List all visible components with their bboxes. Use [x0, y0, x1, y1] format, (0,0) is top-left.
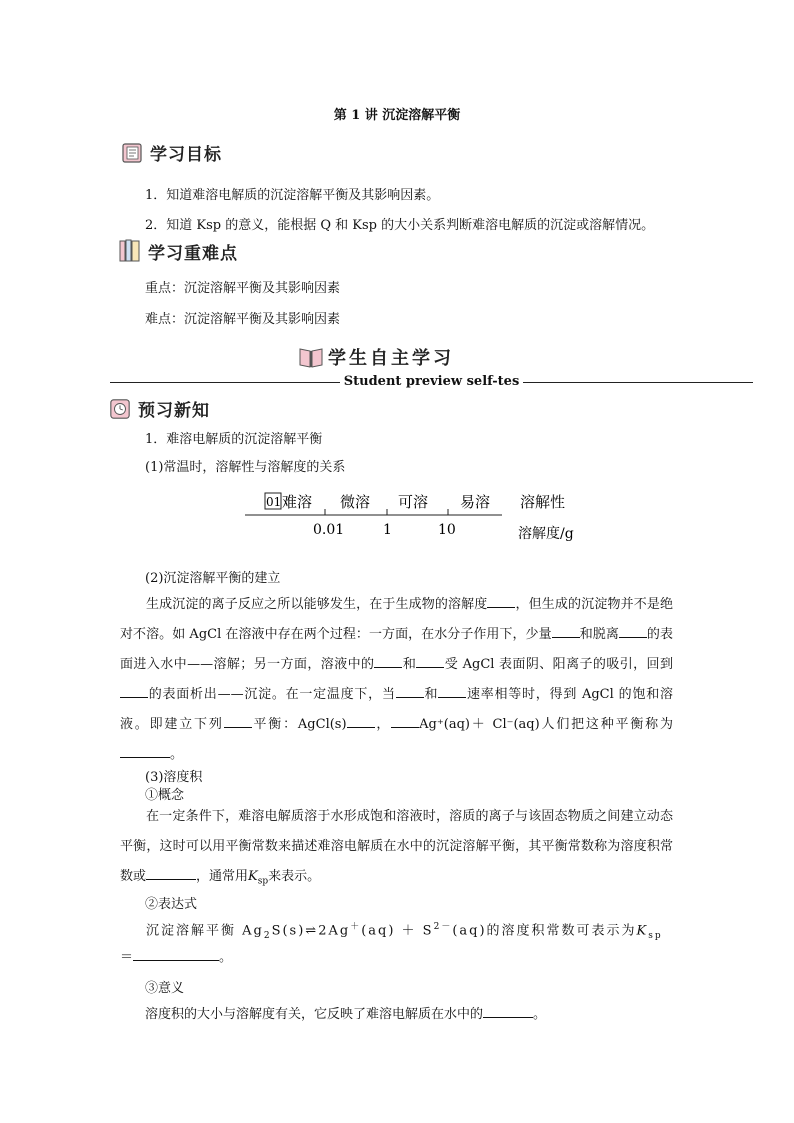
blank: [483, 1005, 533, 1018]
scale-label-solubility: 溶解性: [520, 493, 566, 511]
section-keypoints-title: 学习重难点: [148, 243, 238, 264]
text: 的表面析出——沉淀。在一定温度下，当: [148, 687, 396, 702]
text: 生成沉淀的离子反应之所以能够发生，在于生成物的溶解度: [146, 597, 488, 612]
scale-axis-label: 溶解度/g: [518, 526, 574, 542]
paragraph-equilibrium: [120, 590, 673, 770]
text: 和: [402, 657, 417, 672]
ksp-subscript: sp: [648, 930, 663, 941]
text: (aq) ＋ S: [361, 923, 434, 939]
objective-item: 1．知道难溶电解质的沉淀溶解平衡及其影响因素。: [145, 188, 440, 203]
heading-1-3: (3)溶度积: [145, 770, 203, 785]
blank: [487, 595, 515, 608]
paragraph-concept: [120, 802, 673, 897]
text: 。: [219, 950, 233, 965]
solubility-scale: [240, 490, 600, 546]
open-book-icon: [298, 345, 324, 369]
text: 。: [533, 1007, 547, 1022]
text: Ag⁺(aq)＋ Cl⁻(aq)人们把这种平衡称为: [419, 717, 673, 732]
expression-answer-line: [120, 946, 232, 965]
self-study-banner: [298, 344, 454, 370]
text: ，: [374, 717, 392, 732]
blank: [619, 625, 647, 638]
text: 和脱离: [579, 627, 619, 642]
notebook-icon: [120, 142, 144, 164]
blank: [224, 715, 252, 728]
heading-1-1: (1)常温时，溶解性与溶解度的关系: [145, 460, 346, 475]
scale-tick-label: 1: [383, 522, 392, 538]
blank: [438, 685, 466, 698]
superscript: 2－: [433, 922, 453, 932]
self-study-title: 学生自主学习: [328, 348, 454, 369]
key-point-item: 重点：沉淀溶解平衡及其影响因素: [145, 281, 341, 296]
blank: [146, 867, 196, 880]
section-keypoints-header: [118, 238, 238, 264]
blank: [391, 715, 419, 728]
text: 来表示。: [268, 869, 321, 884]
text: 的表面进入水中——溶解；另一方面，溶液中的: [120, 627, 673, 672]
scale-marker: 01: [266, 495, 282, 509]
ksp-symbol: K: [248, 869, 258, 884]
divider-subtitle: Student preview self-tes: [340, 374, 524, 389]
superscript: ＋: [350, 922, 362, 932]
blank: [416, 655, 444, 668]
scale-tick-label: 10: [438, 522, 456, 538]
scale-tick-label: 0.01: [313, 522, 345, 538]
clock-book-icon: [108, 398, 132, 420]
book-stack-icon: [118, 238, 142, 264]
text: ，通常用: [196, 869, 249, 884]
page-title: 第 1 讲 沉淀溶解平衡: [333, 108, 461, 123]
paragraph-meaning: [145, 1003, 546, 1022]
text: 在一定条件下，难溶电解质溶于水形成饱和溶液时，溶质的离子与该固态物质之间建立动态平衡，这时可以用平衡常数来描述难溶电解质在水中的沉淀溶解平衡，其平衡常数称为溶度积常数或: [120, 809, 673, 884]
blank: [120, 685, 148, 698]
section-preview-title: 预习新知: [138, 401, 210, 421]
text: 沉淀溶解平衡 Ag: [146, 923, 264, 939]
blank: [133, 948, 219, 961]
blank: [374, 655, 402, 668]
subscript: 2: [263, 930, 272, 941]
scale-label-insoluble: 难溶: [282, 493, 313, 511]
text: 溶度积的大小与溶解度有关，它反映了难溶电解质在水中的: [145, 1007, 484, 1022]
text: 受 AgCl 表面阴、阳离子的吸引，回到: [444, 657, 673, 672]
text: 平衡：AgCl(s): [251, 717, 347, 732]
scale-label-easily: 易溶: [460, 493, 491, 511]
scale-label-soluble: 可溶: [398, 493, 429, 511]
blank: [396, 685, 424, 698]
subheading-meaning: ③意义: [145, 981, 185, 996]
text: S(s)⇌2Ag: [271, 923, 351, 939]
heading-1: 1．难溶电解质的沉淀溶解平衡: [145, 432, 323, 447]
subheading-concept: ①概念: [145, 788, 185, 803]
section-preview-header: [108, 396, 210, 421]
blank: [552, 625, 580, 638]
section-divider: [110, 374, 753, 390]
subheading-expression: ②表达式: [145, 897, 198, 912]
text: (aq)的溶度积常数可表示为: [452, 923, 637, 939]
ksp-symbol: K: [636, 923, 649, 939]
blank: [120, 745, 170, 758]
text: 和: [423, 687, 439, 702]
scale-label-slightly: 微溶: [340, 493, 371, 511]
heading-1-2: (2)沉淀溶解平衡的建立: [145, 571, 281, 586]
text: 。: [170, 747, 184, 762]
objective-item: 2．知道 Ksp 的意义，能根据 Q 和 Ksp 的大小关系判断难溶电解质的沉淀或溶解情况。: [145, 218, 655, 233]
text: ，但生成的沉淀物并不是绝对不溶。如 AgCl 在溶液中存在两个过程：一方面，在水分子作用下，少量: [120, 597, 673, 642]
ksp-subscript: sp: [257, 876, 269, 887]
text: ＝: [120, 950, 134, 965]
section-objectives-title: 学习目标: [150, 145, 222, 165]
section-objectives-header: [120, 140, 222, 165]
divider-caption: [110, 374, 753, 389]
key-point-item: 难点：沉淀溶解平衡及其影响因素: [145, 312, 341, 327]
blank: [347, 715, 375, 728]
text: 速率相等时，得到 AgCl 的饱和溶液。即建立下列: [120, 687, 673, 732]
